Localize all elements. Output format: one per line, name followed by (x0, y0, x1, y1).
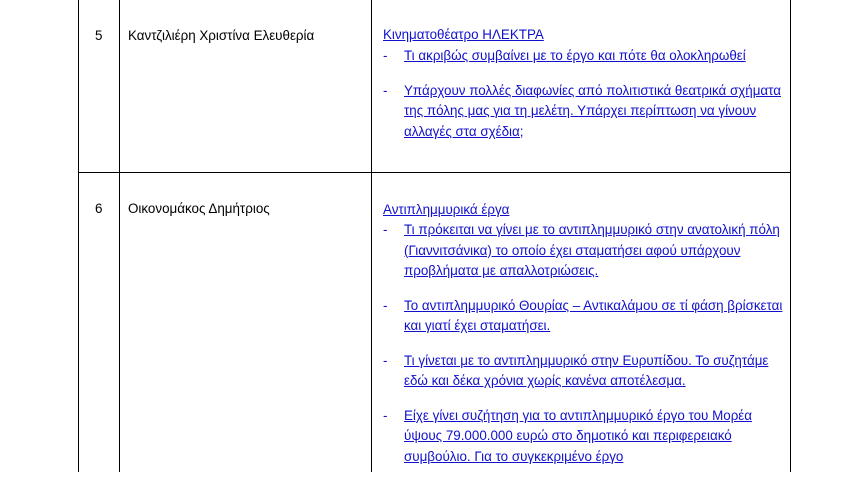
table-border-left (78, 0, 79, 472)
list-dash: - (383, 82, 388, 98)
question-text[interactable]: Το αντιπλημμυρικό Θουρίας – Αντικαλάμου σε τί φάση βρίσκεται και γιατί έχει σταματήσει. (404, 297, 783, 333)
question-item[interactable] (383, 351, 783, 392)
question-item[interactable] (383, 220, 783, 282)
question-content (383, 26, 783, 156)
topic-title[interactable]: Αντιπλημμυρικά έργα (383, 202, 510, 217)
table-row-separator (78, 172, 791, 173)
topic-title[interactable]: Κινηματοθέατρο ΗΛΕΚΤΡΑ (383, 27, 544, 42)
table-divider-number (119, 0, 120, 472)
member-name: Οικονομάκος Δημήτριος (128, 201, 270, 216)
question-text[interactable]: Υπάρχουν πολλές διαφωνίες από πολιτιστικά θεατρικά σχήματα της πόλης μας για τη μελέτη. Υπάρχει περίπτωση να γίνουν αλλαγές στα σχέδια; (404, 82, 782, 139)
question-text[interactable]: Τι ακριβώς συμβαίνει με το έργο και πότε θα ολοκληρωθεί (404, 48, 746, 63)
question-item[interactable] (383, 81, 783, 143)
question-item[interactable] (383, 406, 783, 468)
question-content (383, 201, 783, 481)
member-name: Καντζιλιέρη Χριστίνα Ελευθερία (128, 28, 315, 43)
question-text[interactable]: Τι γίνεται με το αντιπλημμυρικό στην Ευρυπίδου. Το συζητάμε εδώ και δέκα χρόνια χωρίς κανένα αποτέλεσμα. (404, 352, 769, 388)
list-dash: - (383, 352, 388, 368)
row-number: 5 (95, 28, 103, 43)
row-number: 6 (95, 201, 103, 216)
question-text[interactable]: Είχε γίνει συζήτηση για το αντιπλημμυρικό έργο του Μορέα ύψους 79.000.000 ευρώ στο δημοτικό και περιφερειακό συμβούλιο. Για το συγκεκριμένο έργο (404, 407, 753, 464)
list-dash: - (383, 297, 388, 313)
question-item[interactable] (383, 46, 783, 67)
list-dash: - (383, 48, 388, 63)
question-text[interactable]: Τι πρόκειται να γίνει με το αντιπλημμυρικό στην ανατολική πόλη (Γιαννιτσάνικα) το οποίο έχει σταματήσει αφού υπάρχουν προβλήματα με απαλλοτριώσεις. (404, 222, 780, 278)
list-dash: - (383, 222, 388, 237)
table-border-right (790, 0, 791, 472)
table-divider-name (371, 0, 372, 472)
question-item[interactable] (383, 296, 783, 337)
list-dash: - (383, 407, 388, 423)
